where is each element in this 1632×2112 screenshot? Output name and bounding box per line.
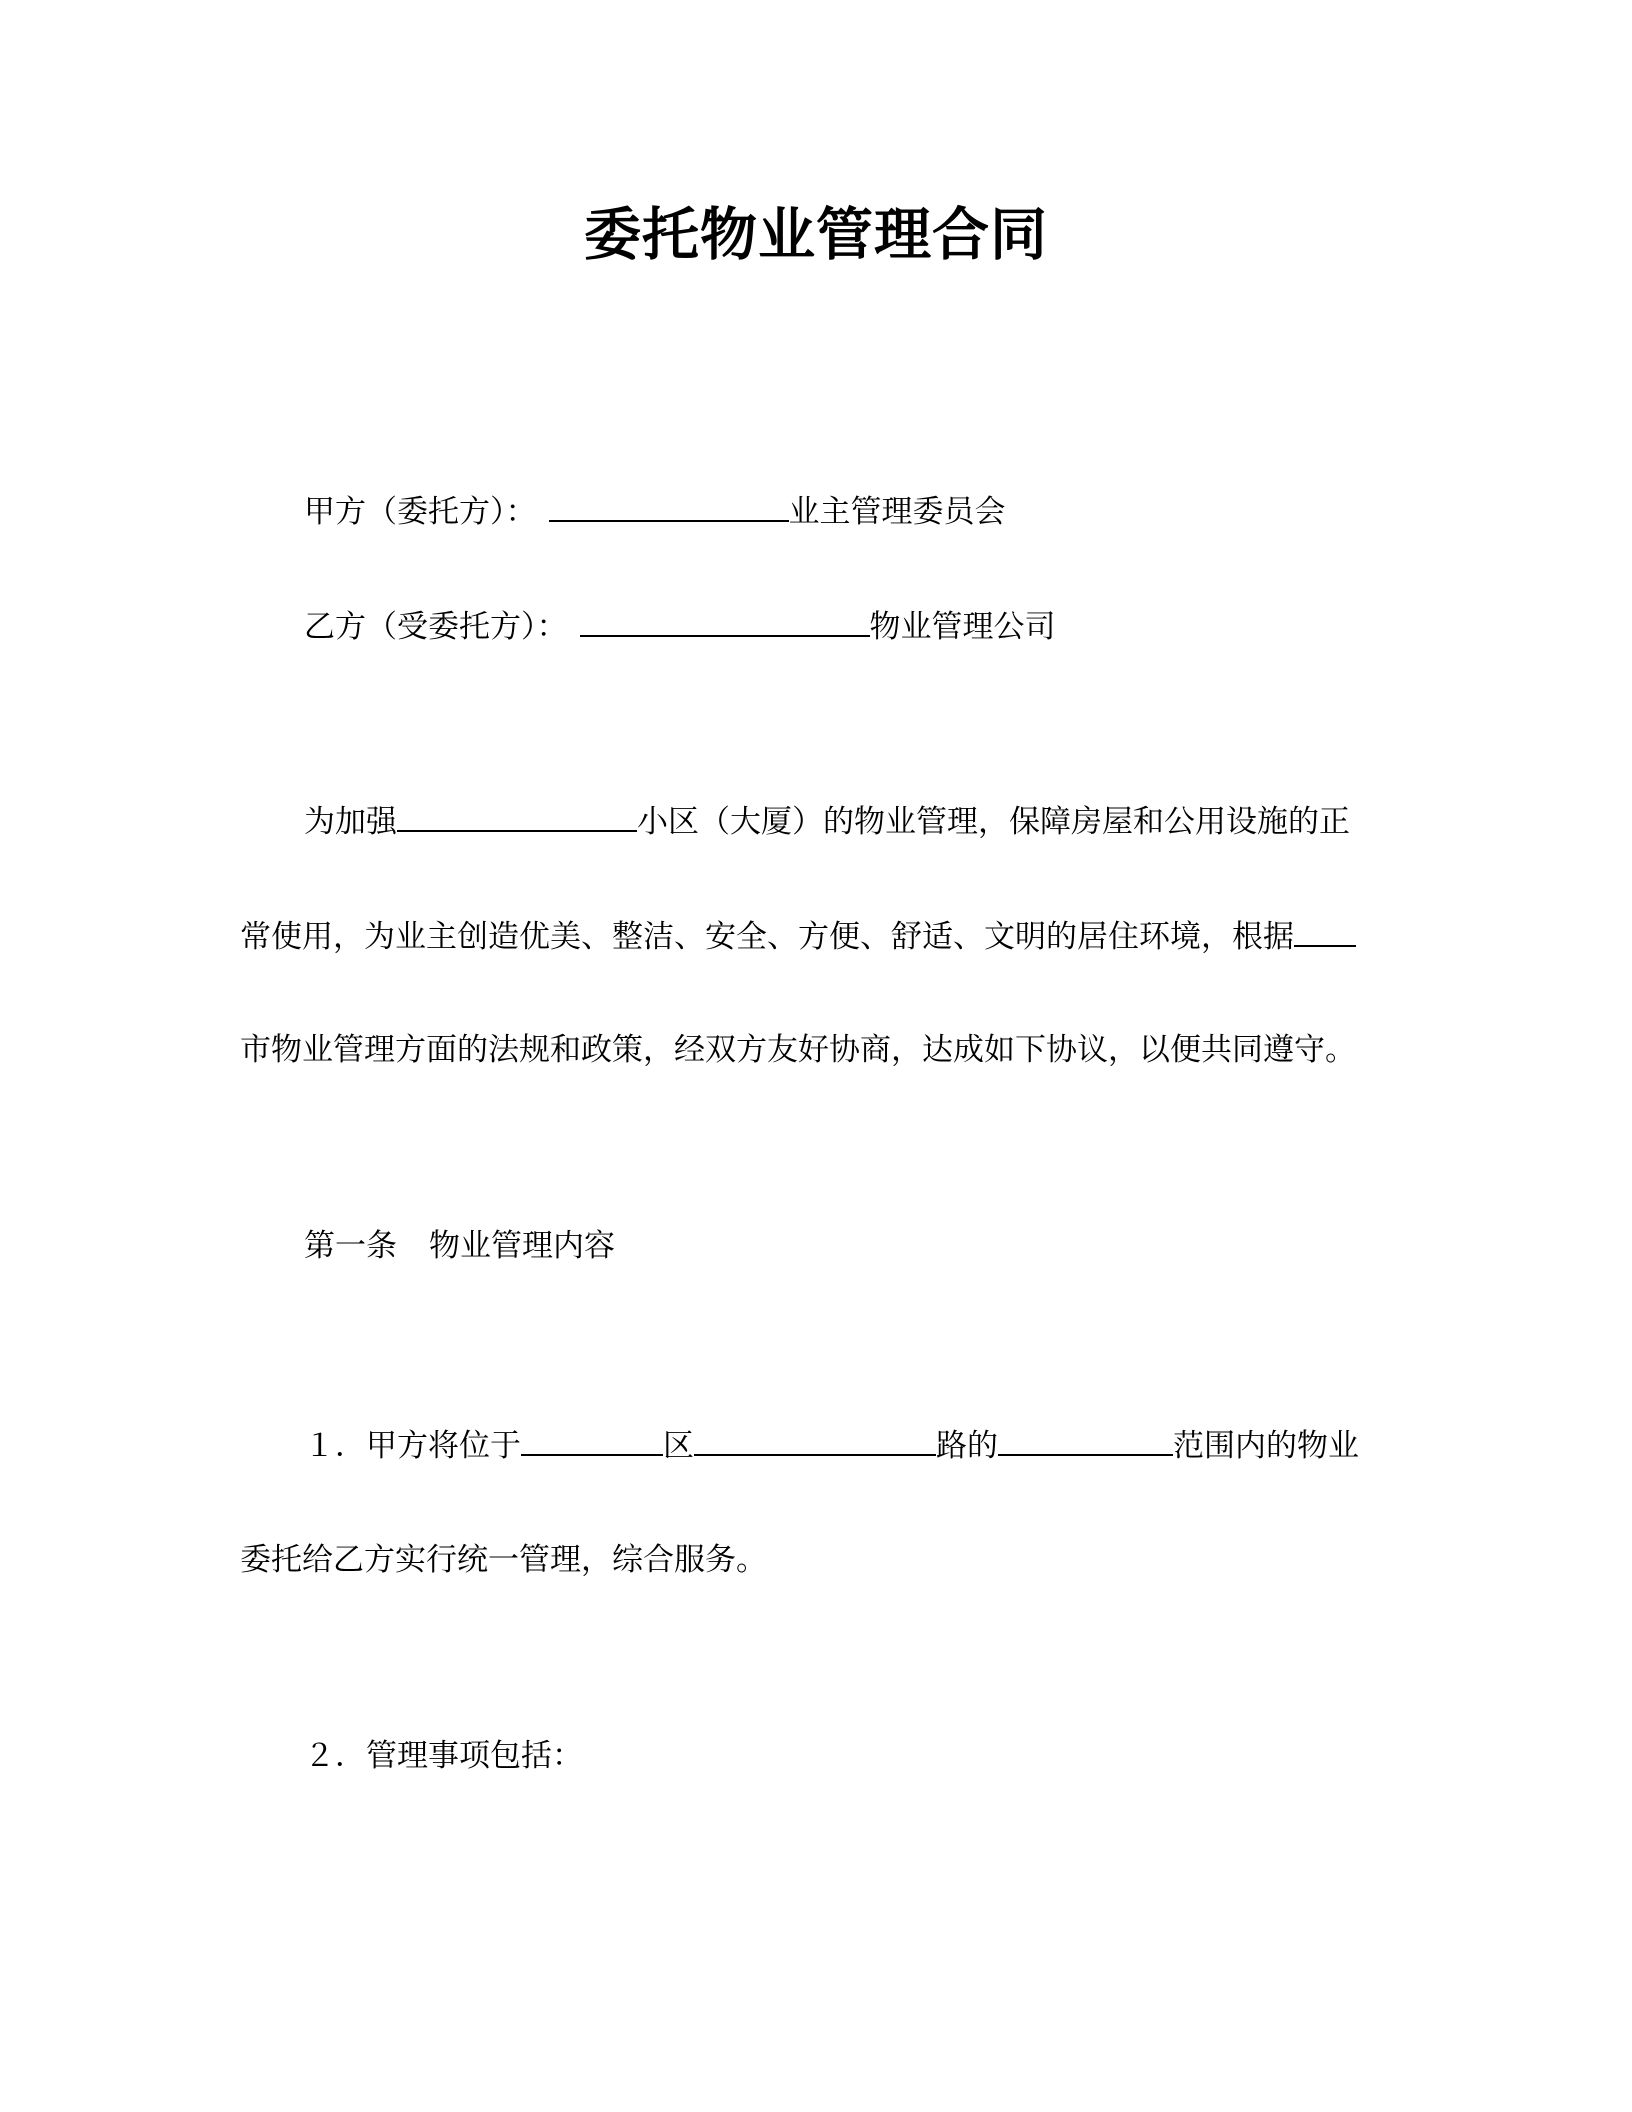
party-a-line [304,490,1006,532]
item-1-text-d: 范围内的物业 [1173,1428,1359,1464]
item-2-text: 管理事项包括： [366,1738,583,1774]
party-b-line [304,605,1056,647]
party-b-suffix: 物业管理公司 [869,609,1056,645]
item-1-line-2 [240,1540,767,1580]
party-b-blank [580,605,870,637]
document-title: 委托物业管理合同 [584,202,1048,268]
preamble-start: 为加强 [304,804,397,840]
item-1-blank-district [521,1424,663,1456]
item-1-text-c: 路的 [936,1428,998,1464]
item-2-number: ２． [304,1738,366,1774]
item-1-number: １． [304,1428,366,1464]
preamble-line3-text: 市物业管理方面的法规和政策，经双方友好协商，达成如下协议，以便共同遵守。 [240,1032,1356,1068]
article-1-number: 第一条 [304,1228,397,1264]
party-a-label: 甲方（委托方）： [304,494,537,530]
item-2-line [304,1736,583,1776]
preamble-blank-2 [1294,915,1356,947]
article-1-heading [304,1226,615,1266]
preamble-line2-text: 常使用，为业主创造优美、整洁、安全、方便、舒适、文明的居住环境，根据 [240,919,1294,955]
item-1-text-a: 甲方将位于 [366,1428,521,1464]
preamble-line-3 [240,1030,1356,1070]
item-1-blank-road [694,1424,936,1456]
party-b-label: 乙方（受委托方）： [304,609,568,645]
party-a-suffix: 业主管理委员会 [788,494,1006,530]
article-1-title: 物业管理内容 [429,1228,615,1264]
item-1-text-b: 区 [663,1428,694,1464]
preamble-line-1 [304,800,1350,842]
item-1-line2-text: 委托给乙方实行统一管理，综合服务。 [240,1542,767,1578]
preamble-line1-end: 小区（大厦）的物业管理，保障房屋和公用设施的正 [637,804,1350,840]
party-a-blank [549,490,789,522]
item-1-blank-range [998,1424,1173,1456]
preamble-line-2 [240,915,1356,957]
preamble-blank-1 [397,800,637,832]
item-1-line-1 [304,1424,1359,1466]
